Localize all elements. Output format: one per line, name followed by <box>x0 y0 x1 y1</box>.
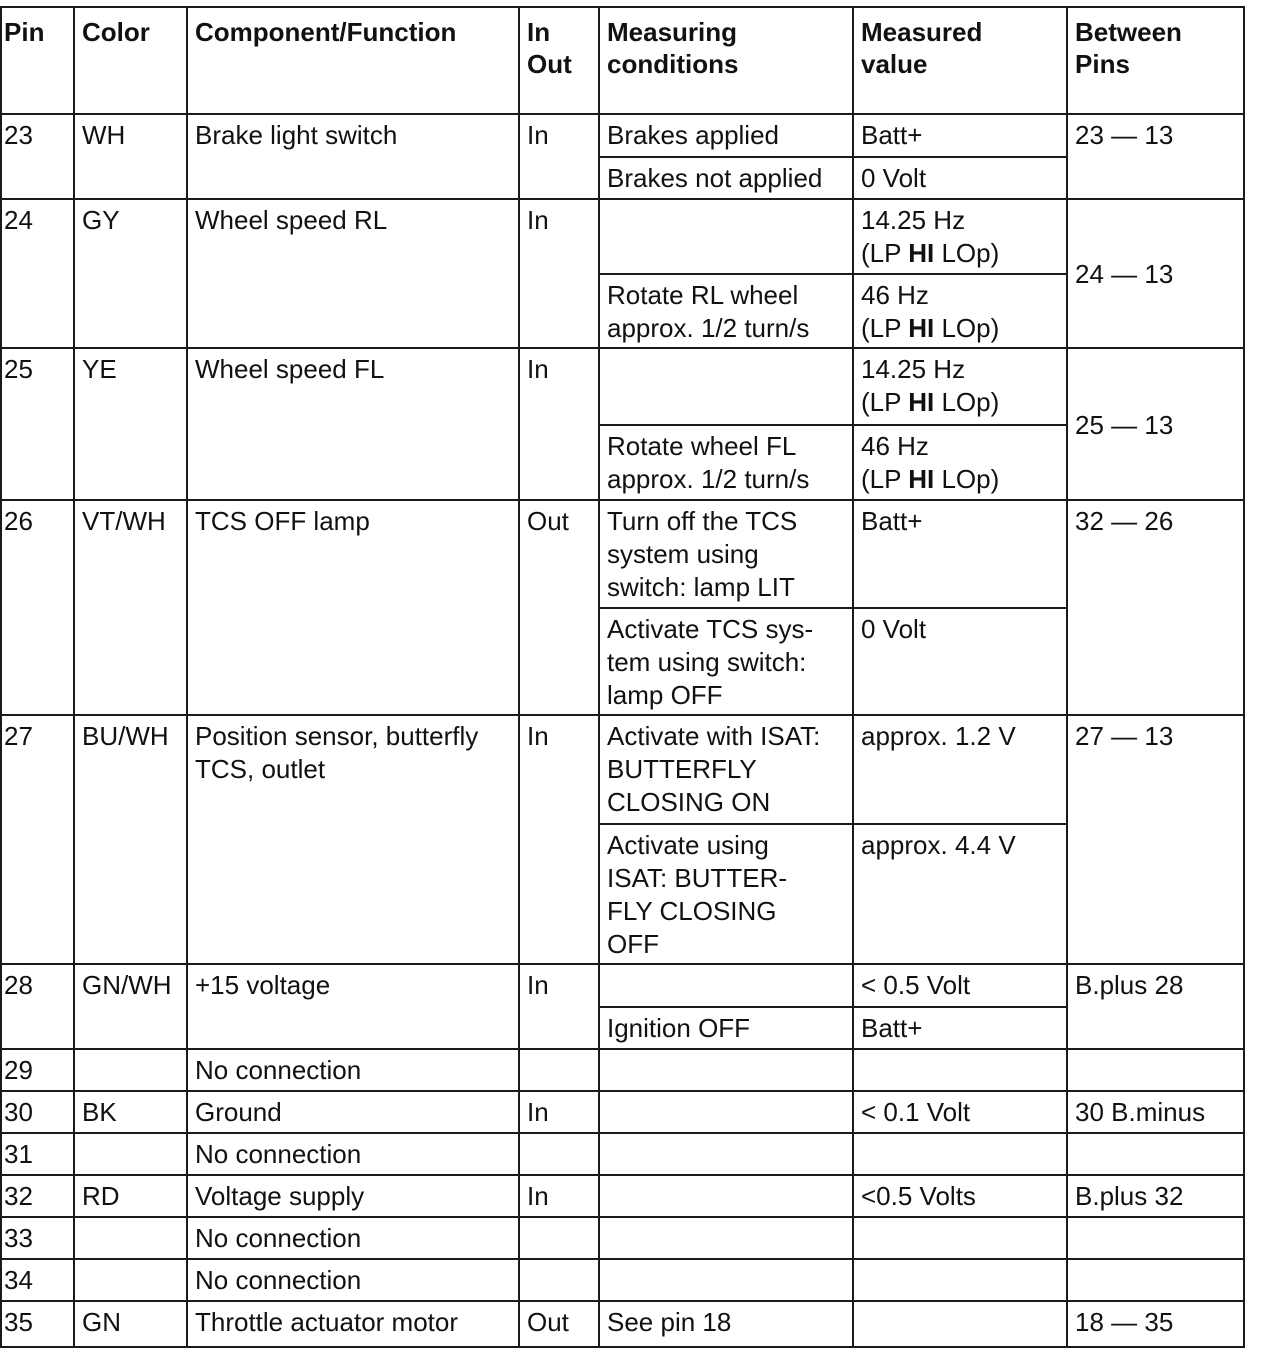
header-component-function: Component/Function <box>187 7 519 114</box>
pin-cell: 23 <box>1 114 74 199</box>
value-cell <box>853 1259 1067 1301</box>
color-cell: VT/WH <box>74 500 187 715</box>
color-cell: GN/WH <box>74 964 187 1049</box>
condition-cell: See pin 18 <box>599 1301 853 1347</box>
color-cell: YE <box>74 348 187 500</box>
inout-cell: In <box>519 199 599 348</box>
component-cell: No connection <box>187 1259 519 1301</box>
table-row <box>1 1175 1244 1217</box>
inout-cell <box>519 1217 599 1259</box>
pin-cell: 32 <box>1 1175 74 1217</box>
table-row <box>1 1049 1244 1091</box>
pin-assignment-table <box>0 6 1245 1348</box>
between-pins-cell <box>1067 1259 1244 1301</box>
table-row <box>1 715 1244 824</box>
pin-cell: 24 <box>1 199 74 348</box>
value-cell: 0 Volt <box>853 157 1067 199</box>
color-cell <box>74 1049 187 1091</box>
inout-cell: Out <box>519 500 599 715</box>
between-pins-cell: B.plus 28 <box>1067 964 1244 1049</box>
color-cell: WH <box>74 114 187 199</box>
value-cell <box>853 425 1067 500</box>
inout-cell: In <box>519 114 599 199</box>
value-cell: approx. 4.4 V <box>853 824 1067 964</box>
between-pins-cell: 18 — 35 <box>1067 1301 1244 1347</box>
condition-cell <box>599 1091 853 1133</box>
condition-cell: Activate using ISAT: BUTTER- FLY CLOSING OFF <box>599 824 853 964</box>
between-pins-cell: 30 B.minus <box>1067 1091 1244 1133</box>
table-row <box>1 348 1244 425</box>
color-cell <box>74 1133 187 1175</box>
condition-cell <box>599 348 853 425</box>
condition-cell <box>599 1259 853 1301</box>
value-cell: <0.5 Volts <box>853 1175 1067 1217</box>
table-row <box>1 199 1244 274</box>
pin-cell: 29 <box>1 1049 74 1091</box>
pin-cell: 26 <box>1 500 74 715</box>
value-text: LOp) <box>934 387 1000 417</box>
value-cell <box>853 1133 1067 1175</box>
header-row <box>1 7 1244 114</box>
condition-cell: Turn off the TCS system using switch: lamp LIT <box>599 500 853 608</box>
value-cell <box>853 1301 1067 1347</box>
value-hi-text: HI <box>908 387 935 417</box>
pin-cell: 31 <box>1 1133 74 1175</box>
component-cell: Wheel speed FL <box>187 348 519 500</box>
value-text: LOp) <box>934 464 1000 494</box>
condition-cell <box>599 1217 853 1259</box>
between-pins-cell <box>1067 1049 1244 1091</box>
component-cell: Throttle actuator motor <box>187 1301 519 1347</box>
pin-cell: 33 <box>1 1217 74 1259</box>
inout-cell <box>519 1049 599 1091</box>
pin-cell: 28 <box>1 964 74 1049</box>
pin-cell: 27 <box>1 715 74 964</box>
component-cell: No connection <box>187 1217 519 1259</box>
inout-cell: In <box>519 1091 599 1133</box>
color-cell: BU/WH <box>74 715 187 964</box>
between-pins-cell <box>1067 1133 1244 1175</box>
between-pins-cell: 27 — 13 <box>1067 715 1244 964</box>
value-cell <box>853 274 1067 348</box>
table-row <box>1 1091 1244 1133</box>
table-row <box>1 500 1244 608</box>
condition-cell: Ignition OFF <box>599 1007 853 1049</box>
value-text: 14.25 Hz (LP <box>861 354 966 417</box>
condition-cell <box>599 199 853 274</box>
condition-cell <box>599 1133 853 1175</box>
condition-cell: Brakes not applied <box>599 157 853 199</box>
inout-cell <box>519 1133 599 1175</box>
table-row <box>1 114 1244 157</box>
value-text: 46 Hz (LP <box>861 431 929 494</box>
inout-cell: In <box>519 348 599 500</box>
value-cell: 0 Volt <box>853 608 1067 715</box>
pin-cell: 35 <box>1 1301 74 1347</box>
condition-cell: Brakes applied <box>599 114 853 157</box>
condition-cell <box>599 964 853 1007</box>
color-cell: GY <box>74 199 187 348</box>
color-cell: RD <box>74 1175 187 1217</box>
value-cell: Batt+ <box>853 500 1067 608</box>
between-pins-cell <box>1067 1217 1244 1259</box>
table-row <box>1 1133 1244 1175</box>
condition-cell <box>599 1049 853 1091</box>
between-pins-cell: 24 — 13 <box>1067 199 1244 348</box>
inout-cell <box>519 1259 599 1301</box>
header-pin: Pin <box>1 7 74 114</box>
table-row <box>1 1301 1244 1347</box>
value-cell <box>853 348 1067 425</box>
inout-cell: In <box>519 715 599 964</box>
value-hi-text: HI <box>908 313 935 343</box>
pin-cell: 25 <box>1 348 74 500</box>
value-text: 14.25 Hz (LP <box>861 205 966 268</box>
value-text: LOp) <box>934 238 1000 268</box>
condition-cell <box>599 1175 853 1217</box>
value-cell <box>853 1049 1067 1091</box>
component-cell: Voltage supply <box>187 1175 519 1217</box>
table-row <box>1 964 1244 1007</box>
component-cell: Ground <box>187 1091 519 1133</box>
header-in-out: In Out <box>519 7 599 114</box>
value-cell: < 0.5 Volt <box>853 964 1067 1007</box>
component-cell: Brake light switch <box>187 114 519 199</box>
pin-cell: 34 <box>1 1259 74 1301</box>
between-pins-cell: 32 — 26 <box>1067 500 1244 715</box>
condition-cell: Rotate wheel FL approx. 1/2 turn/s <box>599 425 853 500</box>
condition-cell: Rotate RL wheel approx. 1/2 turn/s <box>599 274 853 348</box>
value-cell <box>853 1217 1067 1259</box>
table-row <box>1 1259 1244 1301</box>
color-cell <box>74 1259 187 1301</box>
value-cell: Batt+ <box>853 1007 1067 1049</box>
value-cell <box>853 199 1067 274</box>
component-cell: No connection <box>187 1133 519 1175</box>
value-cell: Batt+ <box>853 114 1067 157</box>
color-cell: GN <box>74 1301 187 1347</box>
between-pins-cell: B.plus 32 <box>1067 1175 1244 1217</box>
color-cell <box>74 1217 187 1259</box>
value-text: 46 Hz (LP <box>861 280 929 343</box>
table-row <box>1 1217 1244 1259</box>
value-cell: approx. 1.2 V <box>853 715 1067 824</box>
condition-cell: Activate with ISAT: BUTTERFLY CLOSING ON <box>599 715 853 824</box>
component-cell: Wheel speed RL <box>187 199 519 348</box>
component-cell: TCS OFF lamp <box>187 500 519 715</box>
pin-cell: 30 <box>1 1091 74 1133</box>
value-cell: < 0.1 Volt <box>853 1091 1067 1133</box>
inout-cell: Out <box>519 1301 599 1347</box>
condition-cell: Activate TCS sys- tem using switch: lamp OFF <box>599 608 853 715</box>
header-measuring-conditions: Measuring conditions <box>599 7 853 114</box>
inout-cell: In <box>519 1175 599 1217</box>
component-cell: Position sensor, butterfly TCS, outlet <box>187 715 519 964</box>
color-cell: BK <box>74 1091 187 1133</box>
value-hi-text: HI <box>908 238 935 268</box>
header-color: Color <box>74 7 187 114</box>
between-pins-cell: 23 — 13 <box>1067 114 1244 199</box>
header-between-pins: Between Pins <box>1067 7 1244 114</box>
component-cell: No connection <box>187 1049 519 1091</box>
inout-cell: In <box>519 964 599 1049</box>
value-text: LOp) <box>934 313 1000 343</box>
component-cell: +15 voltage <box>187 964 519 1049</box>
value-hi-text: HI <box>908 464 935 494</box>
header-measured-value: Measured value <box>853 7 1067 114</box>
between-pins-cell: 25 — 13 <box>1067 348 1244 500</box>
